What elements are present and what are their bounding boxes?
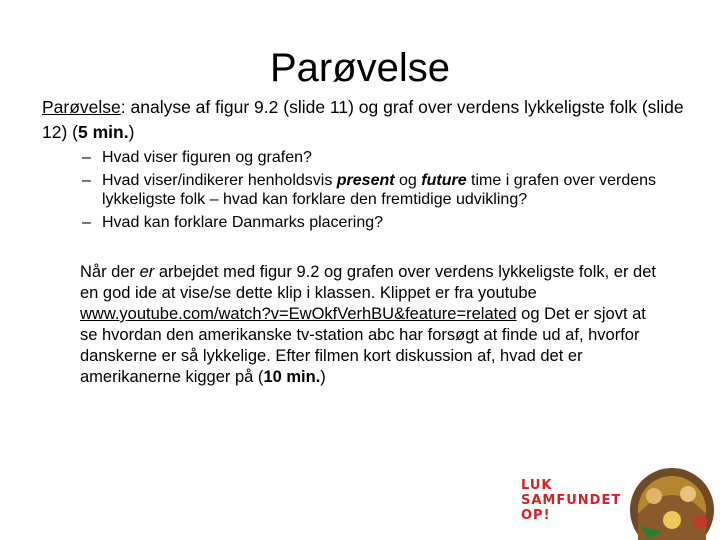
question-text: Hvad viser/indikerer henholdsvis	[102, 172, 337, 189]
logo-dot-icon	[693, 515, 707, 529]
logo-line: SAMFUNDET	[521, 493, 622, 508]
para-text: Når der	[80, 263, 140, 281]
intro-label: Parøvelse	[42, 97, 121, 117]
logo-wordmark	[521, 478, 621, 523]
intro-time: 5 min.	[77, 122, 129, 142]
para-emphasis: er	[139, 263, 155, 281]
logo-face-icon	[646, 488, 662, 504]
para-text: og Det er sjovt at se hvordan den amerikanske tv-station abc har forsøgt at finde ud af, hvorfor danskerne er så lykkelige. Efter filmen kort diskussion af, hvad det er amerikanerne kigger på (	[80, 305, 646, 386]
dash-icon: –	[82, 172, 91, 189]
logo-line: LUK	[521, 478, 553, 493]
logo-line: OP!	[521, 508, 551, 523]
question-item	[82, 213, 692, 232]
question-emphasis: present	[336, 172, 395, 189]
question-list	[82, 148, 692, 236]
question-item	[82, 171, 692, 209]
question-item	[82, 148, 692, 167]
question-text: Hvad kan forklare Danmarks placering?	[102, 214, 384, 231]
dash-icon: –	[82, 149, 91, 166]
intro-paragraph	[42, 95, 702, 145]
intro-text-end: )	[128, 122, 135, 142]
para-text-end: )	[320, 368, 326, 386]
video-paragraph	[80, 262, 660, 388]
logo-face-icon	[680, 486, 696, 502]
question-text: Hvad viser figuren og grafen?	[102, 149, 312, 166]
question-text: og	[394, 172, 422, 189]
youtube-link[interactable]: www.youtube.com/watch?v=EwOkfVerhBU&feature=related	[80, 305, 517, 323]
slide-title: Parøvelse	[269, 46, 451, 90]
logo-face-icon	[663, 511, 681, 529]
para-time: 10 min.	[263, 368, 321, 386]
question-text: time i grafen over verdens lykkeligste folk – hvad kan forklare den fremtidige udvikling?	[102, 172, 657, 208]
intro-text: : analyse af figur 9.2 (slide 11) og graf over verdens lykkeligste folk (slide 12) (	[42, 97, 684, 142]
para-text: arbejdet med figur 9.2 og grafen over verdens lykkeligste folk, er det en god ide at vise/se dette klip i klassen. Klippet er fra youtube	[80, 263, 656, 302]
dash-icon: –	[82, 214, 91, 231]
question-emphasis: future	[421, 172, 467, 189]
